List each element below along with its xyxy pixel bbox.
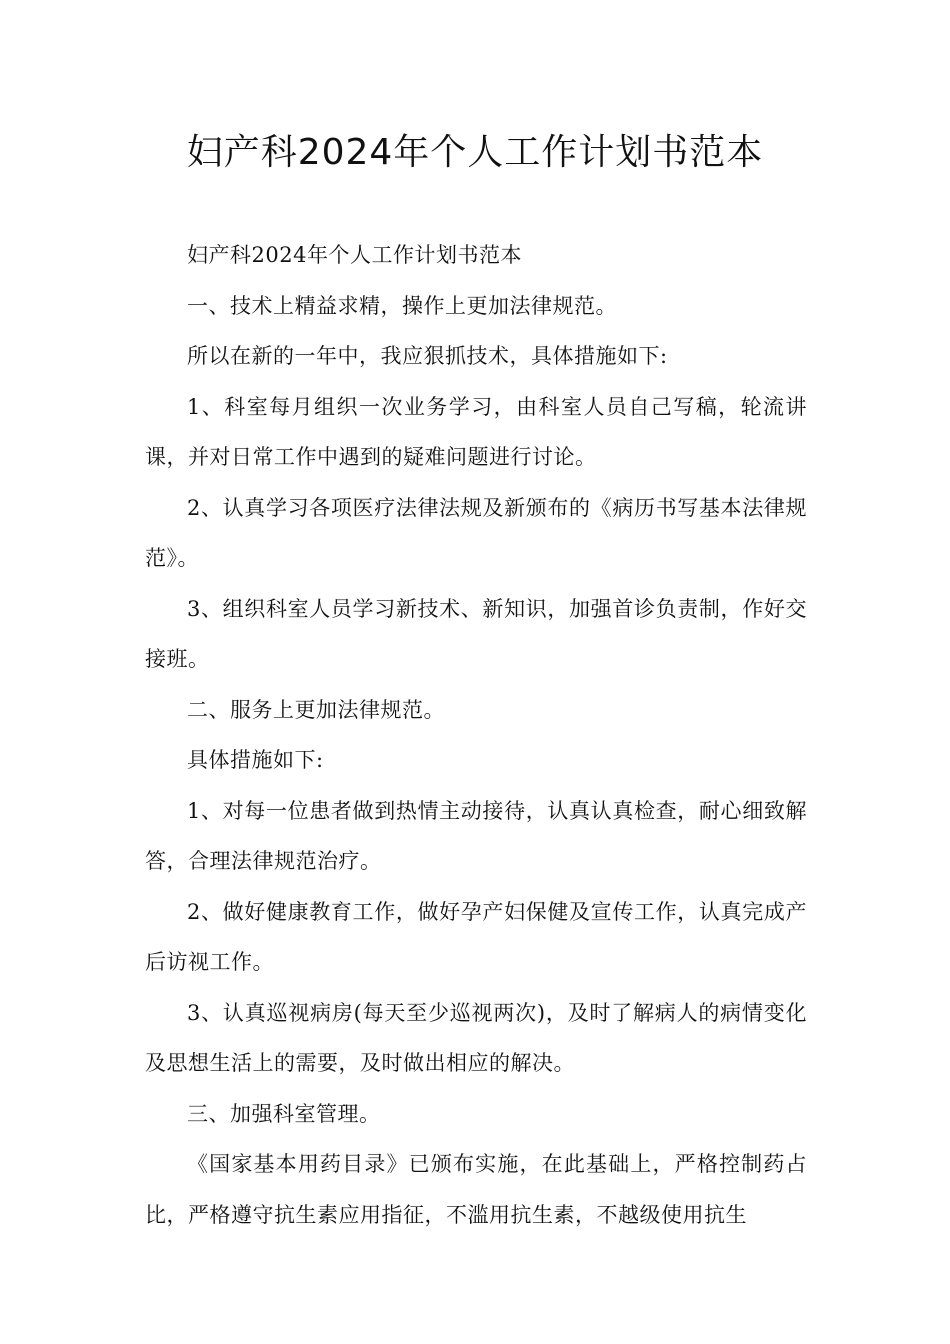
paragraph-section-1-heading: 一、技术上精益求精，操作上更加法律规范。 [187,293,617,318]
paragraph-section-1-item-2: 2、认真学习各项医疗法律法规及新颁布的《病历书写基本法律规范》。 [145,495,807,570]
paragraph-section-3-body: 《国家基本用药目录》已颁布实施，在此基础上，严格控制药占比，严格遵守抗生素应用指征，不滥用抗生素，不越级使用抗生 [145,1152,807,1227]
paragraph-section-2-item-2: 2、做好健康教育工作，做好孕产妇保健及宣传工作，认真完成产后访视工作。 [145,899,807,974]
paragraph-section-2-item-1: 1、对每一位患者做到热情主动接待，认真认真检查，耐心细致解答，合理法律规范治疗。 [145,798,807,873]
paragraph-subtitle: 妇产科2024年个人工作计划书范本 [187,243,522,267]
paragraph-section-1-intro: 所以在新的一年中，我应狠抓技术，具体措施如下: [187,344,668,368]
paragraph-section-2-heading: 二、服务上更加法律规范。 [187,697,445,722]
paragraph-section-1-item-1: 1、科室每月组织一次业务学习，由科室人员自己写稿，轮流讲课，并对日常工作中遇到的疑难问题进行讨论。 [145,394,807,469]
paragraph-section-2-item-3: 3、认真巡视病房(每天至少巡视两次)，及时了解病人的病情变化及思想生活上的需要，及时做出相应的解决。 [145,1000,807,1075]
document-body [145,230,807,1240]
document-title: 妇产科2024年个人工作计划书范本 [186,132,764,173]
paragraph-section-1-item-3: 3、组织科室人员学习新技术、新知识，加强首诊负责制，作好交接班。 [145,596,807,671]
paragraph-section-2-intro: 具体措施如下: [187,748,324,772]
paragraph-section-3-heading: 三、加强科室管理。 [187,1101,381,1126]
